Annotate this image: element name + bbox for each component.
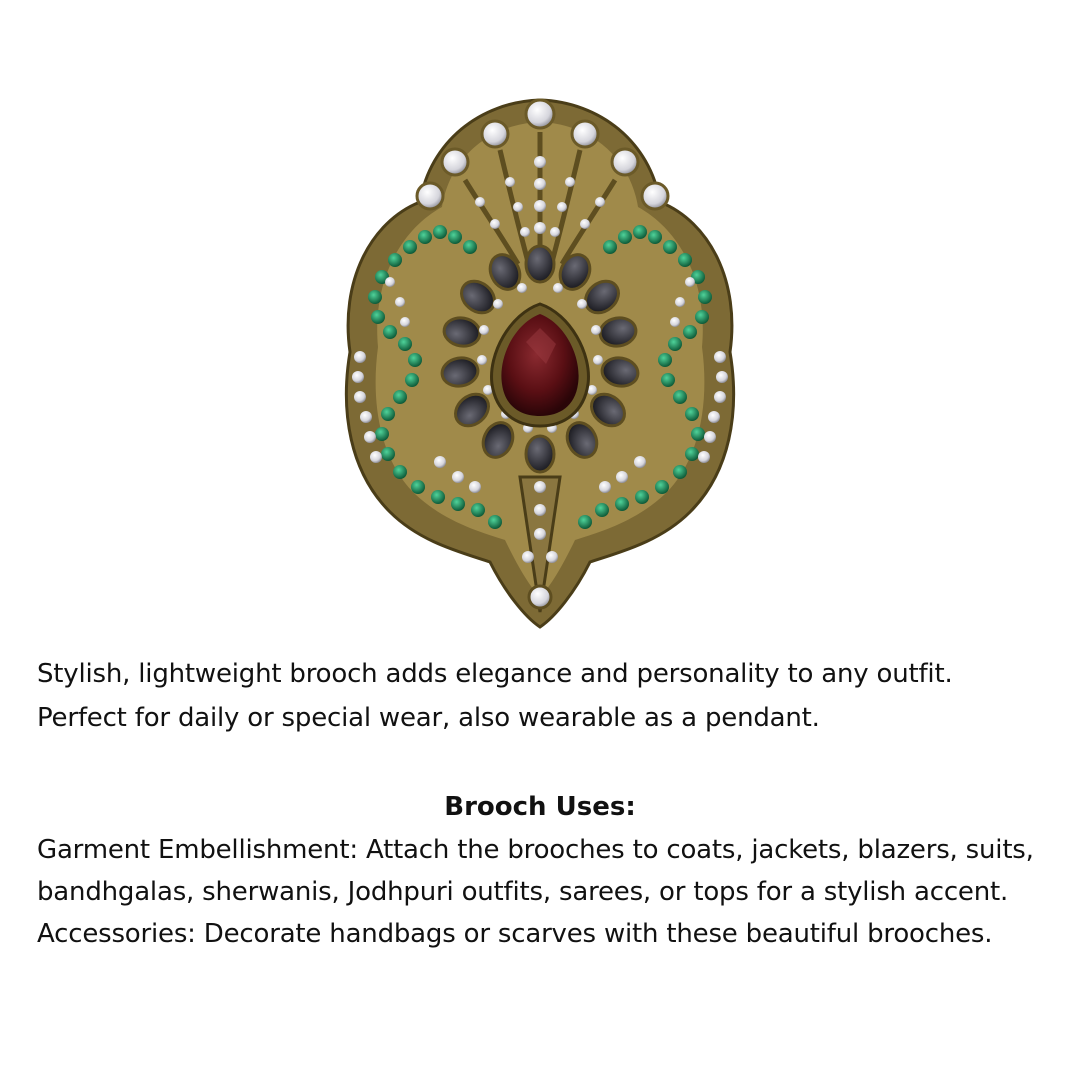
uses-line-2: bandhgalas, sherwanis, Jodhpuri outfits, sarees, or tops for a stylish accent.	[37, 877, 1009, 907]
description-line-2: Perfect for daily or special wear, also wearable as a pendant.	[37, 703, 820, 733]
description-line-1: Stylish, lightweight brooch adds elegance and personality to any outfit.	[37, 659, 953, 689]
brooch-product-image	[330, 92, 750, 632]
uses-heading: Brooch Uses:	[444, 792, 636, 822]
uses-line-3: Accessories: Decorate handbags or scarves with these beautiful brooches.	[37, 919, 993, 949]
uses-line-1: Garment Embellishment: Attach the brooches to coats, jackets, blazers, suits,	[37, 835, 1034, 865]
